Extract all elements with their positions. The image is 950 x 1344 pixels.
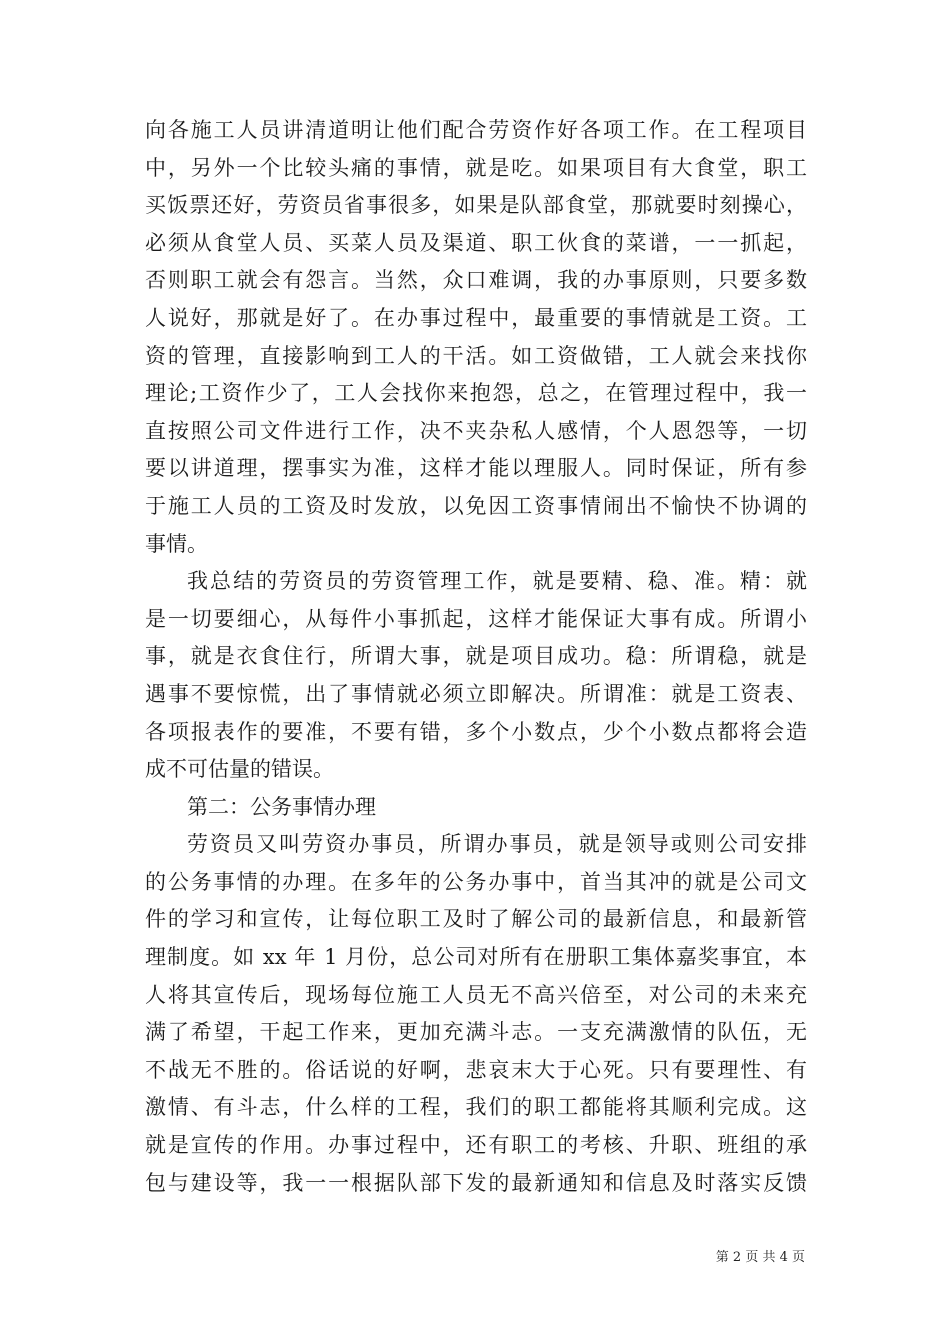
text-line: 件的学习和宣传，让每位职工及时了解公司的最新信息，和最新管: [145, 907, 807, 932]
text-line: 是一切要细心，从每件小事抓起，这样才能保证大事有成。所谓小: [145, 606, 807, 631]
text-line: 满了希望，干起工作来，更加充满斗志。一支充满激情的队伍，无: [145, 1020, 807, 1045]
text-line: 人说好，那就是好了。在办事过程中，最重要的事情就是工资。工: [145, 305, 807, 330]
text-line: 包与建设等，我一一根据队部下发的最新通知和信息及时落实反馈: [145, 1170, 807, 1195]
text-line: 第二：公务事情办理: [187, 794, 376, 819]
text-line: 劳资员又叫劳资办事员，所谓办事员，就是领导或则公司安排: [187, 832, 807, 857]
text-line: 理论;工资作少了，工人会找你来抱怨，总之，在管理过程中，我一: [145, 381, 807, 406]
text-line: 向各施工人员讲清道明让他们配合劳资作好各项工作。在工程项目: [145, 118, 807, 142]
text-line: 必须从食堂人员、买菜人员及渠道、职工伙食的菜谱，一一抓起，: [145, 230, 807, 255]
text-line: 不战无不胜的。俗话说的好啊，悲哀末大于心死。只有要理性、有: [145, 1057, 807, 1082]
text-line: 买饭票还好，劳资员省事很多，如果是队部食堂，那就要时刻操心，: [145, 193, 807, 218]
text-line: 否则职工就会有怨言。当然，众口难调，我的办事原则，只要多数: [145, 268, 807, 293]
text-line: 事，就是衣食住行，所谓大事，就是项目成功。稳：所谓稳，就是: [145, 644, 807, 669]
text-line: 各项报表作的要准，不要有错，多个小数点，少个小数点都将会造: [145, 719, 807, 744]
text-line: 的公务事情的办理。在多年的公务办事中，首当其冲的就是公司文: [145, 869, 807, 894]
text-line: 成不可估量的错误。: [145, 757, 334, 782]
text-line: 我总结的劳资员的劳资管理工作，就是要精、稳、准。精：就: [187, 569, 807, 594]
text-line: 直按照公司文件进行工作，决不夹杂私人感情，个人恩怨等，一切: [145, 418, 807, 443]
text-line: 理制度。如 xx 年 1 月份，总公司对所有在册职工集体嘉奖事宜，本: [145, 945, 807, 970]
body-text: [145, 112, 807, 1202]
text-line: 激情、有斗志，什么样的工程，我们的职工都能将其顺利完成。这: [145, 1095, 807, 1120]
text-line: 遇事不要惊慌，出了事情就必须立即解决。所谓准：就是工资表、: [145, 681, 807, 706]
text-line: 于施工人员的工资及时发放，以免因工资事情闹出不愉快不协调的: [145, 493, 807, 518]
text-line: 就是宣传的作用。办事过程中，还有职工的考核、升职、班组的承: [145, 1133, 807, 1158]
text-line: 人将其宣传后，现场每位施工人员无不高兴倍至，对公司的未来充: [145, 982, 807, 1007]
text-line: 要以讲道理，摆事实为准，这样才能以理服人。同时保证，所有参: [145, 456, 807, 481]
text-line: 资的管理，直接影响到工人的干活。如工资做错，工人就会来找你: [145, 343, 807, 368]
text-line: 事情。: [145, 531, 208, 556]
page-number: 第 2 页 共 4 页: [715, 1250, 805, 1265]
text-line: 中，另外一个比较头痛的事情，就是吃。如果项目有大食堂，职工: [145, 155, 807, 180]
